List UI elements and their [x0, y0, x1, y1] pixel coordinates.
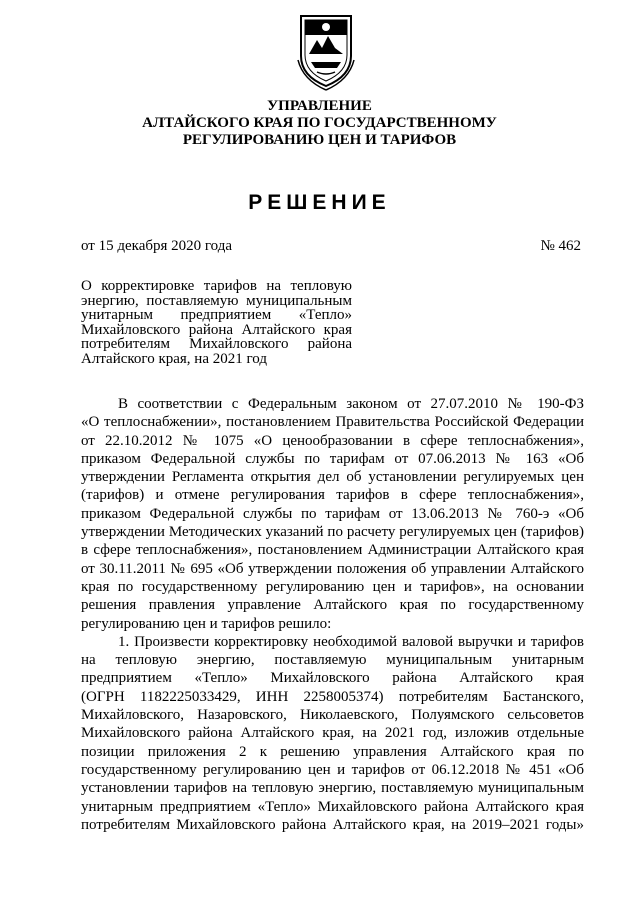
body-line: унитарным предприятием «Тепло» Михайловского района Алтайского края — [81, 798, 584, 815]
body-line: предприятием «Тепло» Михайловского района Алтайского края — [81, 670, 584, 687]
document-subject — [81, 279, 352, 367]
body-line: потребителям Михайловского района Алтайского края, на 2019–2021 годы» — [81, 816, 584, 833]
subject-line: Алтайского края, на 2021 год — [81, 350, 267, 367]
subject-line: О корректировке тарифов на тепловую — [81, 278, 352, 294]
issuing-authority — [0, 98, 639, 149]
body-line: в сфере теплоснабжения», постановлением Администрации Алтайского края — [81, 542, 584, 559]
body-line: на тепловую энергию, поставляемую муниципальным унитарным — [81, 652, 584, 669]
document-number: № 462 — [540, 238, 581, 254]
body-line: края по государственному регулированию цен и тарифов», на основании — [81, 578, 584, 595]
body-line: приказом Федеральной службы по тарифам от 07.06.2013 № 163 «Об — [81, 450, 584, 467]
authority-line-3: РЕГУЛИРОВАНИЮ ЦЕН И ТАРИФОВ — [182, 132, 457, 148]
document-date: от 15 декабря 2020 года — [81, 238, 233, 254]
body-line: (ОГРН 1182225033429, ИНН 2258005374) потребителям Бастанского, — [81, 688, 584, 705]
body-line: утверждении Методических указаний по расчету регулируемых цен (тарифов) — [81, 524, 584, 541]
body-line: установлении тарифов на тепловую энергию, поставляемую муниципальным — [81, 780, 584, 797]
authority-line-1: УПРАВЛЕНИЕ — [267, 98, 372, 114]
body-line: 1. Произвести корректировку необходимой валовой выручки и тарифов — [118, 633, 584, 650]
body-line: В соответствии с Федеральным законом от 27.07.2010 № 190-ФЗ — [118, 396, 584, 412]
body-line: Михайловского района Алтайского края, на 2021 год, изложив отдельные — [81, 725, 584, 742]
body-line: (тарифов) и отмене регулирования тарифов в сфере теплоснабжения», — [81, 487, 584, 504]
subject-line: энергию, поставляемую муниципальным — [81, 292, 352, 309]
body-line: позиции приложения 2 к решению управления Алтайского края по — [81, 743, 584, 760]
subject-line: унитарным предприятием «Тепло» — [81, 307, 352, 324]
body-line: приказом Федеральной службы по тарифам от 13.06.2013 № 760-э «Об — [81, 505, 584, 522]
body-line: утверждении Регламента открытия дел об установлении регулируемых цен — [81, 469, 584, 486]
subject-line: Михайловского района Алтайского края — [81, 321, 352, 338]
body-line: от 30.11.2011 № 695 «Об утверждении положения об управлении Алтайского — [81, 560, 584, 577]
body-line: от 22.10.2012 № 1075 «О ценообразовании в сфере теплоснабжения», — [81, 432, 584, 449]
authority-line-2: АЛТАЙСКОГО КРАЯ ПО ГОСУДАРСТВЕННОМУ — [142, 115, 497, 131]
document-body — [81, 395, 584, 834]
body-line: решения правления управление Алтайского края по государственному — [81, 597, 584, 614]
body-line: регулированию цен и тарифов решило: — [81, 615, 332, 632]
body-line: Михайловского, Назаровского, Николаевского, Полуямского сельсоветов — [81, 707, 584, 724]
body-line: «О теплоснабжении», постановлением Правительства Российской Федерации — [81, 414, 584, 431]
document-title: РЕШЕНИЕ — [248, 191, 391, 214]
coat-of-arms-emblem — [295, 10, 357, 92]
body-line: государственному регулированию цен и тарифов от 06.12.2018 № 451 «Об — [81, 761, 584, 778]
subject-line: потребителям Михайловского района — [81, 336, 352, 353]
